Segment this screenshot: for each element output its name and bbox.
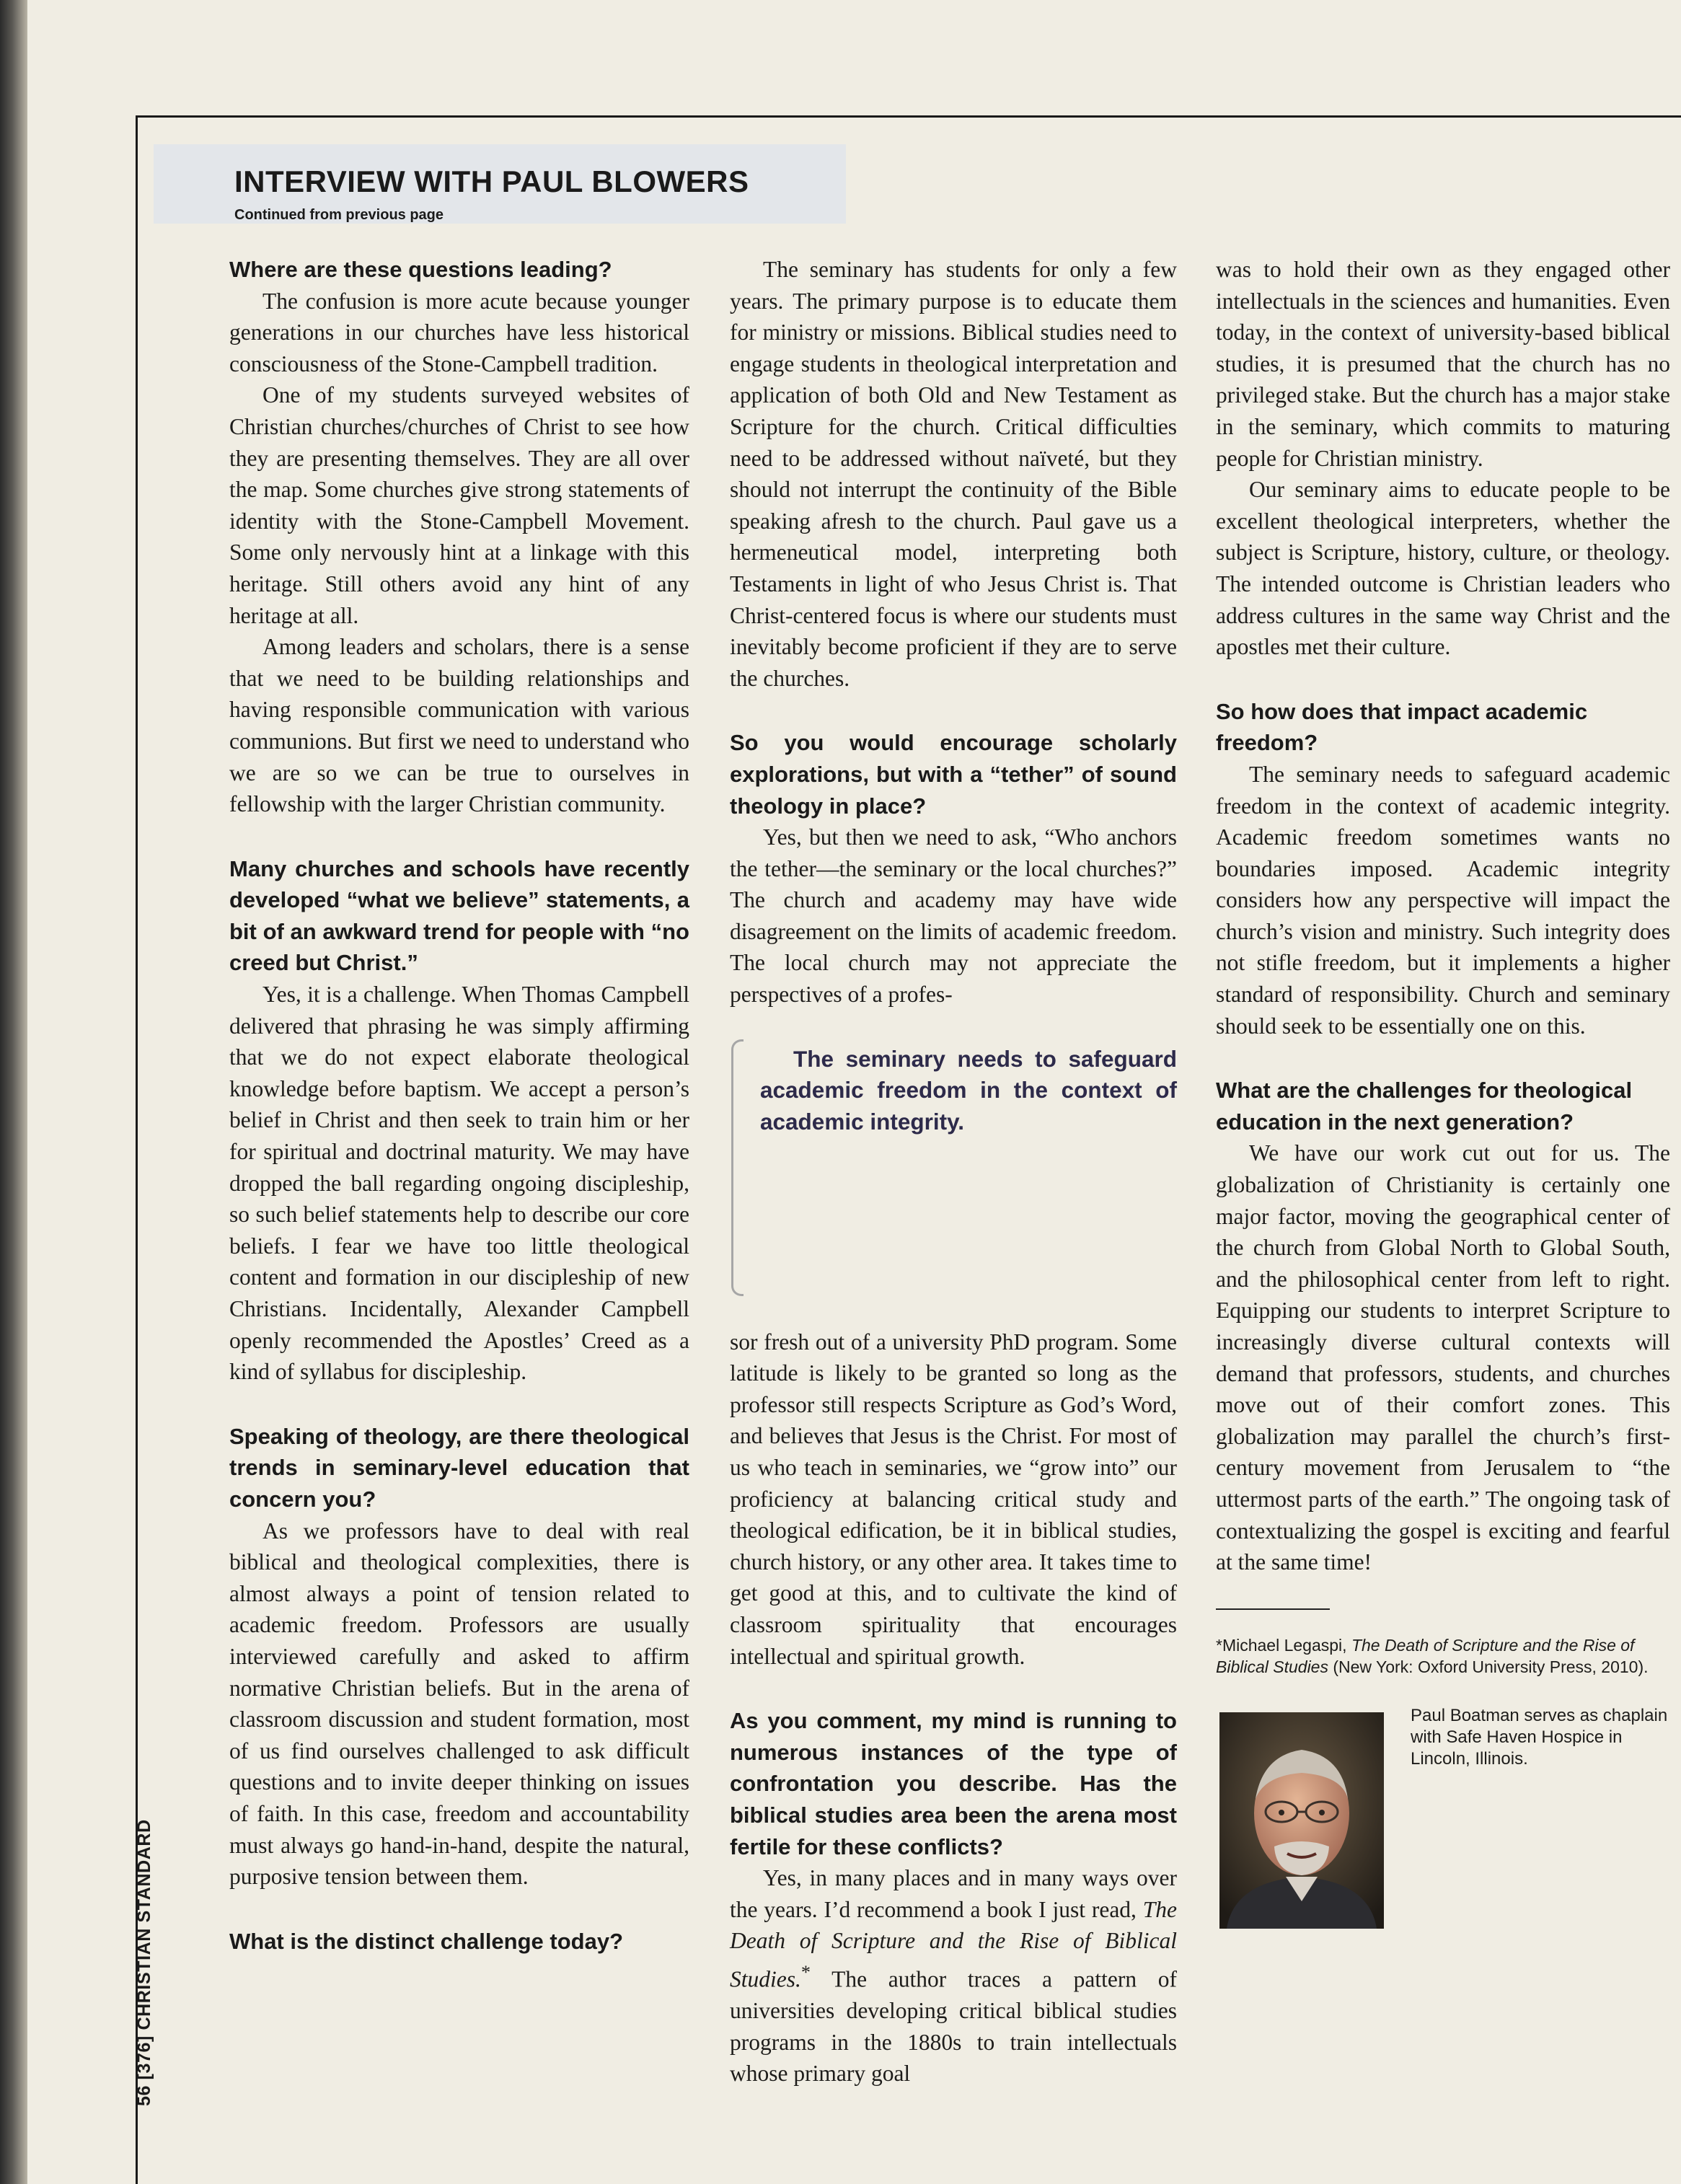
question-heading: Where are these questions leading?: [229, 257, 612, 282]
footnote-book-title: The Death of Scripture and the Rise of Biblical Studies: [1216, 1635, 1635, 1676]
footnote-author: *Michael Legaspi,: [1216, 1635, 1351, 1655]
pull-quote-bracket: [731, 1039, 744, 1296]
answer-paragraph: sor fresh out of a university PhD program. Some latitude is likely to be granted so long as the professor still respects Scripture as God’s Word, and believes that Jesus is the Christ. For most of us who teach in seminaries, we “grow into” our proficiency at balancing critical study and theological edification, be it in biblical studies, church history, or any other area. It takes time to get good at this, and to cultivate the kind of classroom spirituality that encourages intellectual and spiritual growth.: [730, 1329, 1177, 1669]
binding-gutter: [0, 0, 27, 2184]
answer-paragraph: was to hold their own as they engaged other intellectuals in the sciences and humanities. Even today, in the context of university-based biblical studies, it is presumed that the church has no privileged stake. But the church has a major stake in the seminary, which commits to maturing people for Christian ministry.: [1216, 257, 1670, 471]
frame-top-rule: [136, 115, 1681, 118]
author-bio: [1216, 1705, 1670, 1929]
answer-paragraph: Yes, but then we need to ask, “Who anchors the tether—the seminary or the local churches?” The church and academy may have wide disagreement on the limits of academic freedom. The local church may not appreciate the perspectives of a profes-: [730, 824, 1177, 1008]
answer-paragraph: We have our work cut out for us. The globalization of Christianity is certainly one major factor, moving the geographical center of the church from Global North to Global South, and the philosophical center from left to right. Equipping our students to interpret Scripture to increasingly diverse cultural contexts will demand that professors, students, and churches move out of their comfort zones. This globalization may parallel the church’s first-century movement from Jerusalem to “the uttermost parts of the earth.” The ongoing task of contextualizing the gospel is exciting and fearful at the same time!: [1216, 1140, 1670, 1575]
bio-text: Paul Boatman serves as chaplain with Safe Haven Hospice in Lincoln, Illinois.: [1411, 1705, 1668, 1769]
footnote-mark: *: [800, 1961, 811, 1983]
column-2: [730, 254, 1177, 2090]
question-heading: So how does that impact academic freedom?: [1216, 698, 1588, 756]
footnote: [1216, 1634, 1670, 1678]
answer-paragraph: Among leaders and scholars, there is a sense that we need to be building relationships and having responsible communication with various communions. But first we need to understand who we are so we can be true to ourselves in fellowship with the larger Christian community.: [229, 634, 689, 817]
footnote-divider: [1216, 1608, 1330, 1610]
question-heading: What is the distinct challenge today?: [229, 1928, 624, 1954]
answer-text: The author traces a pattern of universities developing critical biblical studies programs in the 1880s to train intellectuals whose primary goal: [730, 1966, 1177, 2087]
answer-paragraph: Yes, it is a challenge. When Thomas Campbell delivered that phrasing he was simply affirming that we do not expect elaborate theological knowledge before baptism. We accept a person’s belief in Christ and then seek to train him or her for spiritual and doctrinal maturity. We may have dropped the ball regarding ongoing discipleship, so such belief statements help to describe our core beliefs. I fear we have too little theological content and formation in our discipleship of new Christians. Incidentally, Alexander Campbell openly recommended the Apostles’ Creed as a kind of syllabus for discipleship.: [229, 982, 689, 1385]
answer-paragraph: One of my students surveyed websites of Christian churches/churches of Christ to see how they are presenting themselves. They are all over the map. Some churches give strong statements of identity with the Stone-Campbell Movement. Some only nervously hint at a linkage with this heritage. Still others avoid any hint of any heritage at all.: [229, 382, 689, 628]
author-photo: [1219, 1712, 1384, 1929]
answer-paragraph: The seminary has students for only a few years. The primary purpose is to educate them for ministry or missions. Biblical studies need to engage students in theological interpretation and application of both Old and New Testament as Scripture for the church. Critical difficulties need to be addressed without naïveté, but they should not interrupt the continuity of the Bible speaking afresh to the church. Paul gave us a hermeneutical model, interpreting both Testaments in light of who Jesus Christ is. That Christ-centered focus is where our students must inevitably become proficient if they are to serve the churches.: [730, 257, 1177, 691]
continued-note: Continued from previous page: [234, 207, 444, 223]
question-heading: So you would encourage scholarly explorations, but with a “tether” of sound theology in place?: [730, 730, 1177, 819]
question-heading: Speaking of theology, are there theological trends in seminary-level education that concern you?: [229, 1423, 689, 1512]
column-3: [1216, 254, 1670, 1929]
answer-paragraph: [730, 1862, 1177, 2090]
page-folio: 56 [376] CHRISTIAN STANDARD: [134, 1819, 154, 2106]
answer-paragraph: The confusion is more acute because younger generations in our churches have less historical consciousness of the Stone-Campbell tradition.: [229, 288, 689, 377]
footnote-publisher: (New York: Oxford University Press, 2010).: [1328, 1657, 1649, 1676]
question-heading: As you comment, my mind is running to numerous instances of the type of confrontation you describe. Has the biblical studies area been the arena most fertile for these conflicts?: [730, 1708, 1177, 1859]
author-portrait-illustration: [1219, 1712, 1384, 1929]
question-heading: Many churches and schools have recently developed “what we believe” statements, a bit of an awkward trend for people with “no creed but Christ.”: [229, 855, 689, 976]
answer-text: Yes, in many places and in many ways over the years. I’d recommend a book I just read,: [730, 1865, 1177, 1922]
answer-paragraph: As we professors have to deal with real biblical and theological complexities, there is almost always a point of tension related to academic freedom. Professors are usually interviewed carefully and asked to affirm normative Christian beliefs. But in the arena of classroom discussion and student formation, most of us find ourselves challenged to ask difficult questions and to invite deeper thinking on issues of faith. In this case, freedom and accountability must always go hand-in-hand, despite the natural, purposive tension between them.: [229, 1518, 689, 1890]
page-title: INTERVIEW WITH PAUL BLOWERS: [234, 164, 749, 198]
pull-quote: [730, 1039, 1177, 1293]
pull-quote-text: The seminary needs to safeguard academic freedom in the context of academic integrity.: [760, 1045, 1177, 1135]
question-heading: What are the challenges for theological education in the next generation?: [1216, 1078, 1633, 1135]
book-title: The Death of Scripture and the Rise of Biblical Studies.: [730, 1896, 1177, 1992]
answer-paragraph: The seminary needs to safeguard academic freedom in the context of academic integrity. Academic freedom sometimes wants no boundaries imposed. Academic integrity considers how any perspective will impact the church’s vision and ministry. Such integrity does not stifle freedom, but it implements a higher standard of responsibility. Church and seminary should seek to be essentially one on this.: [1216, 761, 1670, 1039]
answer-paragraph: Our seminary aims to educate people to be excellent theological interpreters, whether the subject is Scripture, history, culture, or theology. The intended outcome is Christian leaders who address cultures in the same way Christ and the apostles met their culture.: [1216, 477, 1670, 660]
column-1: [229, 254, 689, 1957]
